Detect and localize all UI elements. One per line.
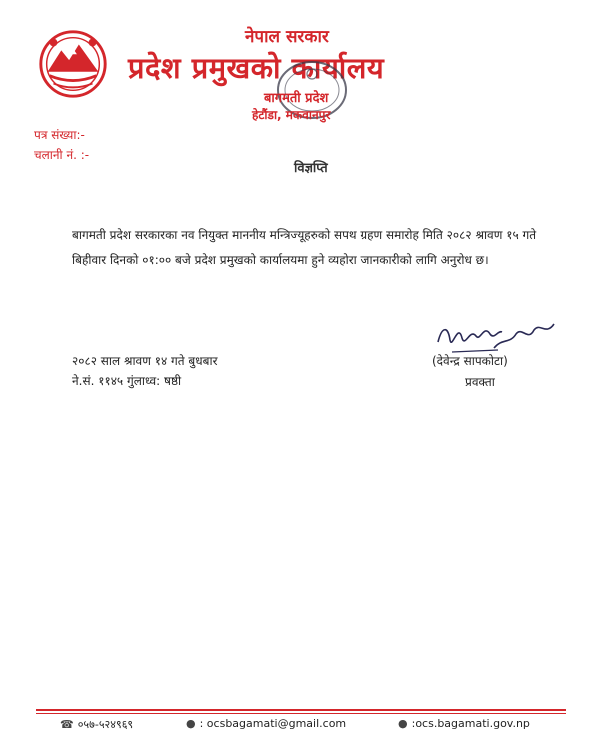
footer-website — [398, 717, 530, 730]
notice-title: विज्ञप्ति — [294, 161, 328, 176]
office-name: प्रदेश प्रमुखको कार्यालय — [128, 51, 385, 85]
nepal-sambat-date: ने.सं. ११४५ गुंलाध्व: षष्ठी — [72, 374, 182, 388]
government-name: नेपाल सरकार — [245, 27, 329, 47]
footer-email — [186, 717, 346, 730]
footer-divider — [36, 709, 566, 711]
signatory-name: (देवेन्द्र सापकोटा) — [432, 354, 508, 368]
website-url[interactable]: :ocs.bagamati.gov.np — [411, 717, 530, 730]
office-location: हेटौंडा, मकवानपुर — [252, 108, 331, 122]
web-icon: ● — [398, 717, 408, 730]
footer-divider-thin — [36, 713, 566, 714]
signatory-role: प्रवक्ता — [465, 375, 495, 389]
letter-number-label: पत्र संख्या:- — [34, 128, 85, 142]
bikram-sambat-date: २०८२ साल श्रावण १४ गते बुधबार — [72, 354, 218, 368]
email-icon: ● — [186, 717, 196, 730]
nepal-emblem-logo — [34, 28, 112, 100]
phone-icon: ☎ — [60, 718, 74, 731]
province-name: बागमती प्रदेश — [264, 91, 329, 106]
footer-phone — [60, 717, 133, 732]
notice-body: बागमती प्रदेश सरकारका नव नियुक्त माननीय मन्त्रिज्यूहरुको सपथ ग्रहण समारोह मिति २०८२ श्रावण १५ गते बिहीवार दिनको ०१:०० बजे प्रदेश प्रमुखको कार्यालयमा हुने व्यहोरा जानकारीको लागि अनुरोध छ। — [72, 228, 537, 267]
email-address[interactable]: : ocsbagamati@gmail.com — [199, 717, 347, 730]
phone-number: ०५७-५२४९६९ — [77, 718, 134, 731]
dispatch-number-label: चलानी नं. :- — [34, 148, 90, 162]
handwritten-signature — [432, 312, 562, 356]
